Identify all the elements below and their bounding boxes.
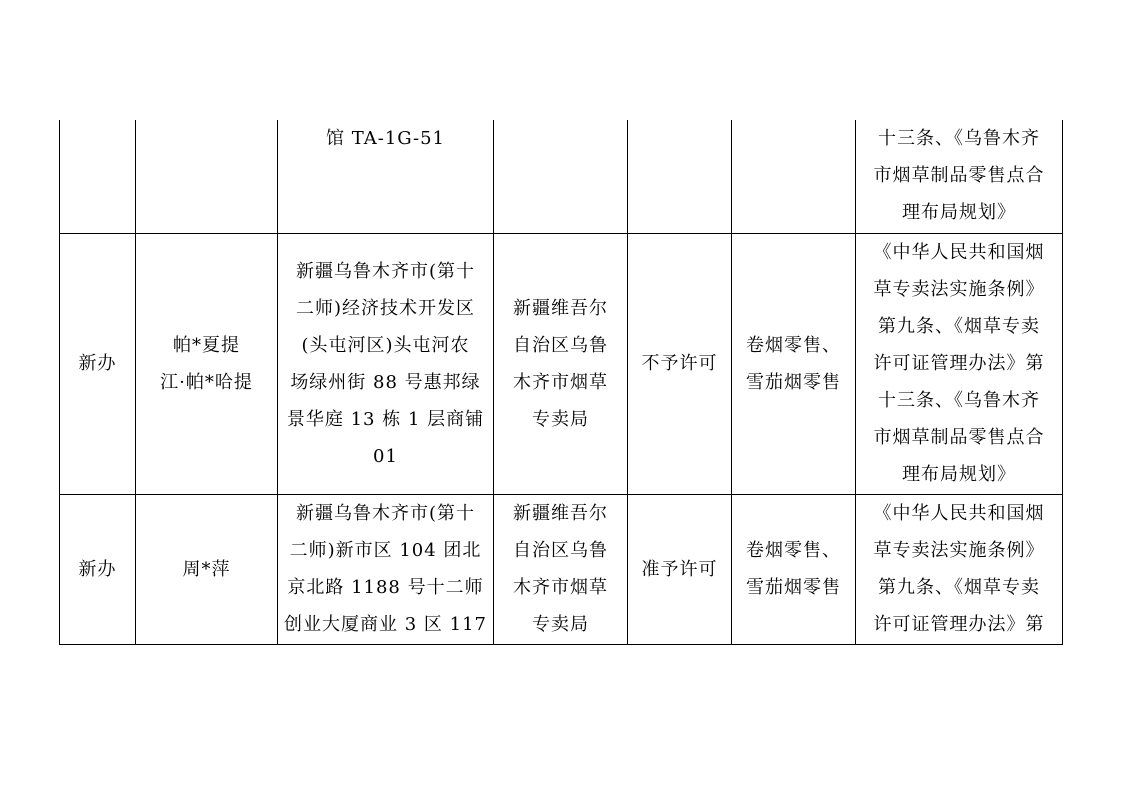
basis-line: 十三条、《乌鲁木齐 — [878, 390, 1040, 411]
type-cell — [60, 233, 136, 494]
table-row — [60, 120, 1063, 233]
basis-line: 草专卖法实施条例》 — [873, 540, 1045, 561]
applicant-name-line: 江·帕*哈提 — [160, 371, 253, 393]
applicant-name-line: 帕*夏提 — [173, 334, 240, 356]
basis-line: 理布局规划》 — [902, 464, 1016, 485]
basis-line: 第九条、《烟草专卖 — [878, 316, 1040, 337]
permit-table — [59, 120, 1063, 645]
address-line: 馆 TA-1G-51 — [326, 128, 445, 149]
authority-line: 木齐市烟草 — [513, 577, 608, 598]
address-line: 01 — [373, 445, 398, 467]
basis-line: 《中华人民共和国烟 — [873, 503, 1045, 524]
decision-text: 准予许可 — [641, 558, 718, 580]
address-line: 新疆乌鲁木齐市(第十 — [295, 503, 476, 524]
application-type: 新办 — [78, 353, 117, 374]
authority-line: 木齐市烟草 — [513, 371, 608, 393]
basis-cell — [856, 120, 1063, 233]
address-cell — [278, 494, 494, 644]
basis-line: 草专卖法实施条例》 — [873, 279, 1045, 300]
type-cell — [60, 494, 136, 644]
authority-line: 专卖局 — [532, 408, 589, 430]
address-line: 创业大厦商业 3 区 117 — [284, 614, 487, 635]
applicant-cell — [136, 494, 278, 644]
scope-line: 雪茄烟零售 — [746, 577, 841, 598]
basis-cell — [856, 233, 1063, 494]
authority-line: 新疆维吾尔 — [513, 297, 608, 319]
basis-line: 许可证管理办法》第 — [873, 353, 1045, 374]
authority-line: 自治区乌鲁 — [513, 334, 608, 356]
basis-line: 十三条、《乌鲁木齐 — [878, 128, 1040, 149]
address-line: 二师)经济技术开发区 — [295, 297, 476, 319]
address-line: 二师)新市区 104 团北 — [289, 540, 482, 561]
table-row — [60, 233, 1063, 494]
address-cell — [278, 233, 494, 494]
applicant-cell — [136, 120, 278, 233]
applicant-cell — [136, 233, 278, 494]
address-line: (头屯河区)头屯河农 — [301, 334, 470, 356]
scope-cell — [732, 120, 856, 233]
basis-cell — [856, 494, 1063, 644]
applicant-name-line: 周*萍 — [182, 558, 231, 580]
basis-line: 市烟草制品零售点合 — [873, 427, 1045, 448]
table-row — [60, 494, 1063, 644]
decision-cell — [628, 233, 732, 494]
decision-cell — [628, 120, 732, 233]
application-type: 新办 — [78, 558, 117, 580]
scope-line: 雪茄烟零售 — [746, 371, 841, 393]
scope-cell — [732, 494, 856, 644]
authority-line: 自治区乌鲁 — [513, 540, 608, 561]
decision-cell — [628, 494, 732, 644]
authority-line: 新疆维吾尔 — [513, 503, 608, 524]
authority-cell — [494, 120, 628, 233]
authority-cell — [494, 233, 628, 494]
address-line: 景华庭 13 栋 1 层商铺 — [286, 408, 485, 430]
basis-line: 理布局规划》 — [902, 202, 1016, 223]
authority-cell — [494, 494, 628, 644]
basis-line: 市烟草制品零售点合 — [873, 165, 1045, 186]
address-line: 场绿州街 88 号惠邦绿 — [290, 371, 481, 393]
decision-text: 不予许可 — [641, 353, 718, 374]
address-line: 京北路 1188 号十二师 — [287, 577, 484, 598]
basis-line: 许可证管理办法》第 — [873, 614, 1045, 635]
scope-line: 卷烟零售、 — [746, 540, 841, 561]
address-line: 新疆乌鲁木齐市(第十 — [295, 260, 476, 282]
basis-line: 第九条、《烟草专卖 — [878, 577, 1040, 598]
basis-line: 《中华人民共和国烟 — [873, 242, 1045, 263]
scope-line: 卷烟零售、 — [746, 334, 841, 356]
address-cell — [278, 120, 494, 233]
type-cell — [60, 120, 136, 233]
scope-cell — [732, 233, 856, 494]
authority-line: 专卖局 — [532, 614, 589, 635]
